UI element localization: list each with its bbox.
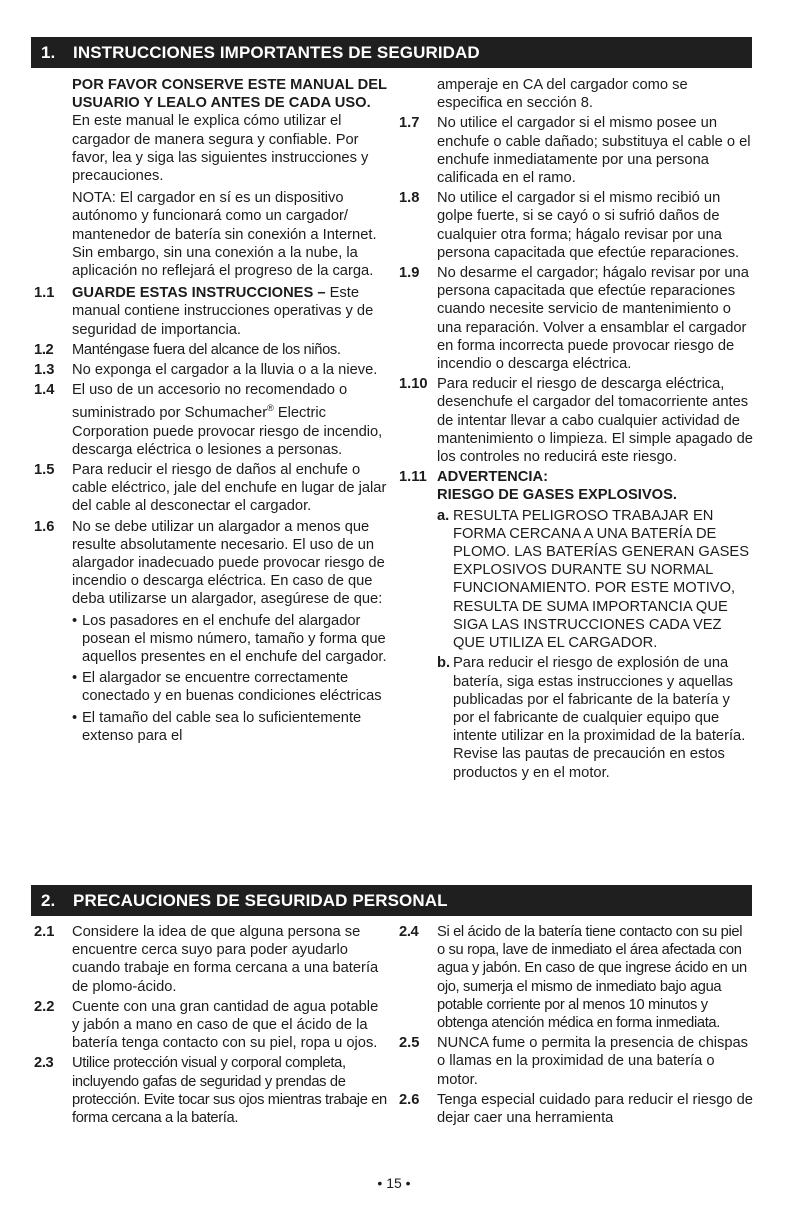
- item-1-6: [34, 518, 388, 745]
- item-text: Considere la idea de que alguna persona se encuentre cerca suyo para poder ayudarlo cuando trabaje en forma cercana a una batería de plomo-ácido.: [72, 924, 379, 995]
- section-2-right-column: [399, 923, 753, 1129]
- section-1-title: INSTRUCCIONES IMPORTANTES DE SEGURIDAD: [73, 43, 480, 62]
- item-text: El uso de un accesorio no recomendado o suministrado por Schumacher: [72, 382, 348, 422]
- item-2-1: [34, 923, 388, 996]
- item-text: Para reducir el riesgo de daños al enchufe o cable eléctrico, jale del enchufe en lugar de jalar del cable al desconectar el cargador.: [72, 461, 387, 515]
- item-1-7: [399, 114, 753, 187]
- item-2-3: [34, 1054, 388, 1127]
- item-number: 1.7: [399, 115, 420, 132]
- intro-bold: POR FAVOR CONSERVE ESTE MANUAL DEL USUARIO Y LEALO ANTES DE CADA USO.: [72, 77, 387, 112]
- section-2-header: [31, 885, 752, 916]
- item-number: 2.6: [399, 1091, 420, 1108]
- section-2-number: 2.: [41, 891, 56, 910]
- intro-paragraph: [34, 76, 388, 185]
- item-1-2: [34, 341, 388, 359]
- item-number: 2.5: [399, 1035, 420, 1052]
- item-2-4: [399, 923, 753, 1032]
- item-number: 2.4: [399, 924, 419, 940]
- page-number: • 15 •: [377, 1175, 411, 1191]
- bullet-text: Los pasadores en el enchufe del alargador posean el mismo número, tamaño y forma que aquellos presentes en el enchufe del cargador.: [82, 612, 387, 665]
- item-text: No se debe utilizar un alargador a menos que resulte absolutamente necesario. El uso de un alargador inadecuado puede provocar riesgo de incendio o descarga eléctrica. En caso de que deba utilizarse un alargador, asegúrese de que:: [72, 518, 385, 608]
- item-number: 1.11: [399, 469, 427, 486]
- item-1-3: [34, 361, 388, 379]
- item-text: Utilice protección visual y corporal completa, incluyendo gafas de seguridad y prendas de protección. Evite tocar sus ojos mientras trabaje en forma cercana a la batería.: [72, 1055, 387, 1127]
- item-number: 1.4: [34, 382, 55, 399]
- item-text: Si el ácido de la batería tiene contacto con su piel o su ropa, lave de inmediato el área afectada con agua y jabón. En caso de que ingrese ácido en un ojo, sumerja el mismo de inmediato bajo agua potable corriente por al menos 10 minutos y obtenga atención médica en forma inmediata.: [437, 924, 747, 1032]
- bullet-text: El tamaño del cable sea lo suficientemente extenso para el: [82, 709, 362, 744]
- bullet-dot-icon: •: [72, 670, 78, 687]
- item-number: 2.3: [34, 1055, 54, 1072]
- item-text: Este manual contiene instrucciones operativas y de seguridad de importancia.: [72, 285, 374, 338]
- bullet-item: [72, 709, 388, 745]
- item-2-6: [399, 1091, 753, 1127]
- bullet-text: El alargador se encuentre correctamente conectado y en buenas condiciones eléctricas: [82, 670, 382, 705]
- item-1-9: [399, 264, 753, 373]
- item-1-10: [399, 375, 753, 466]
- item-number: 1.1: [34, 285, 55, 302]
- item-text: No utilice el cargador si el mismo recibió un golpe fuerte, si se cayó o si sufrió daños de cualquier otra forma; hágalo revisar por una persona capacitada que efectúe reparaciones.: [437, 190, 740, 261]
- bullet-item: [72, 669, 388, 705]
- item-2-5: [399, 1034, 753, 1089]
- note-paragraph: NOTA: El cargador en sí es un dispositivo autónomo y funcionará como un cargador/ mantenedor de batería sin conexión a Internet. Sin embargo, sin una conexión a la nube, la aplicación no reflejará el progreso de la carga.: [72, 190, 377, 280]
- item-number: 1.8: [399, 190, 420, 207]
- bullet-item: [72, 612, 388, 667]
- continuation-text: amperaje en CA del cargador como se especifica en sección 8.: [437, 77, 688, 112]
- item-number: 1.10: [399, 376, 428, 393]
- sub-label: b.: [437, 655, 451, 672]
- warning-item-a: [437, 507, 753, 653]
- bullet-dot-icon: •: [72, 709, 78, 726]
- section-1-header: [31, 37, 752, 68]
- item-text: No desarme el cargador; hágalo revisar por una persona capacitada que efectúe reparaciones cuando necesite servicio de mantenimiento o una reparación. Volver a ensamblar el cargador en forma incorrecta puede provocar riesgo de incendio o descarga eléctrica.: [437, 265, 749, 373]
- section-1-number: 1.: [41, 43, 56, 62]
- warning-item-b: [437, 654, 753, 781]
- item-text: Tenga especial cuidado para reducir el riesgo de dejar caer una herramienta: [437, 1091, 753, 1127]
- item-text: Para reducir el riesgo de descarga eléctrica, desenchufe el cargador del tomacorriente antes de intentar llevar a cabo cualquier actividad de mantenimiento o limpieza. El simple apagado de los controles no reducirá este riesgo.: [437, 376, 753, 466]
- item-1-11: [399, 468, 753, 781]
- registered-mark: ®: [267, 403, 274, 414]
- item-number: 1.9: [399, 265, 420, 282]
- item-number: 1.5: [34, 461, 55, 478]
- item-number: 1.2: [34, 341, 54, 358]
- section-2-title: PRECAUCIONES DE SEGURIDAD PERSONAL: [73, 891, 448, 910]
- item-text: No utilice el cargador si el mismo posee un enchufe o cable dañado; substituya el cable o el enchufe inmediatamente por una persona calificada en el ramo.: [437, 115, 751, 187]
- item-1-1: [34, 284, 388, 339]
- item-1-4: [34, 381, 388, 459]
- item-1-8: [399, 189, 753, 262]
- warning-subheading: RIESGO DE GASES EXPLOSIVOS.: [437, 487, 677, 504]
- item-number: 2.2: [34, 998, 55, 1015]
- sub-label: a.: [437, 507, 450, 524]
- item-number: 1.6: [34, 518, 55, 535]
- item-text: NUNCA fume o permita la presencia de chispas o llamas en la proximidad de una batería o motor.: [437, 1035, 749, 1088]
- intro-text: En este manual le explica cómo utilizar el cargador de manera segura y confiable. Por favor, lea y siga las siguientes instrucciones y precauciones.: [72, 113, 369, 185]
- item-1-5: [34, 461, 388, 516]
- item-text: Cuente con una gran cantidad de agua potable y jabón a mano en caso de que el ácido de la batería tenga contacto con su piel, ropa u ojos.: [72, 998, 379, 1052]
- warning-heading: ADVERTENCIA:: [437, 469, 548, 486]
- item-number: 2.1: [34, 924, 55, 940]
- section-1-left-column: [34, 76, 388, 747]
- section-2-left-column: [34, 923, 388, 1129]
- item-2-2: [34, 998, 388, 1053]
- sub-text: RESULTA PELIGROSO TRABAJAR EN FORMA CERCANA A UNA BATERÍA DE PLOMO. LAS BATERÍAS GENERAN GASES EXPLOSIVOS DURANTE SU NORMAL FUNCIONAMIENTO. POR ESTE MOTIVO, RESULTA DE SUMA IMPORTANCIA QUE SIGA LAS INSTRUCCIONES CADA VEZ QUE UTILIZA EL CARGADOR.: [453, 507, 750, 652]
- sub-text: Para reducir el riesgo de explosión de una batería, siga estas instrucciones y aquellas publicadas por el fabricante de la batería y por el fabricante de cualquier equipo que intente utilizar en la proximidad de la batería. Revise las pautas de precaución en estos productos y en el motor.: [453, 655, 746, 781]
- item-text: Manténgase fuera del alcance de los niños.: [72, 341, 341, 358]
- item-number: 1.3: [34, 362, 55, 379]
- item-bold-text: GUARDE ESTAS INSTRUCCIONES –: [72, 285, 326, 302]
- item-text: No exponga el cargador a la lluvia o a la nieve.: [72, 362, 378, 379]
- bullet-dot-icon: •: [72, 612, 78, 629]
- item-text-cont: Electric Corporation puede provocar riesgo de incendio, descarga eléctrica o lesiones a personas.: [72, 405, 383, 458]
- section-1-right-column: [399, 76, 753, 784]
